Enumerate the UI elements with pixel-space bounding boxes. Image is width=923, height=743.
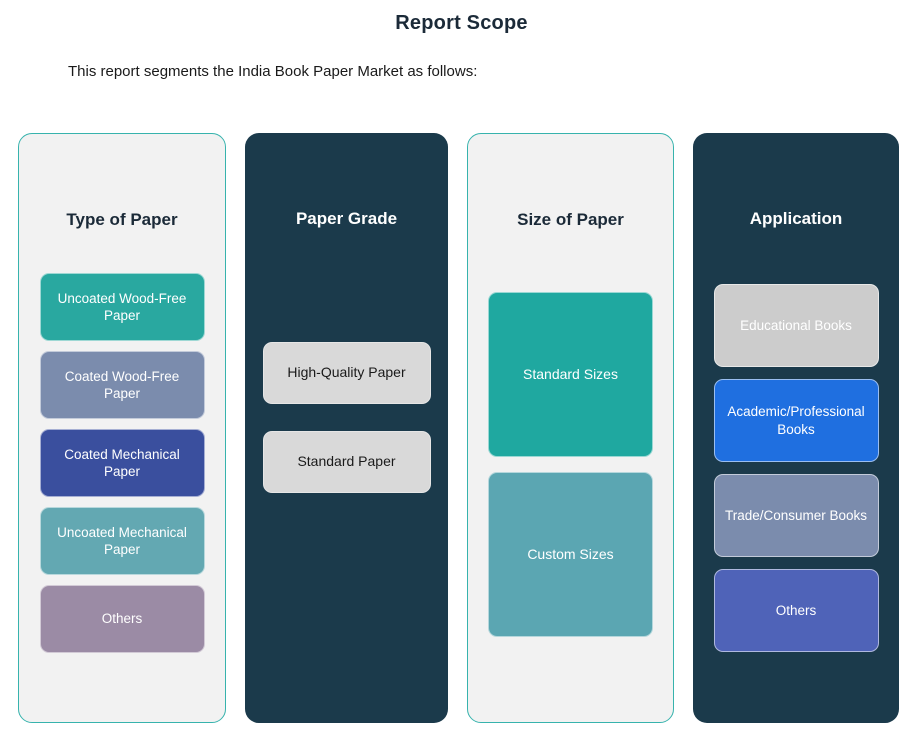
- segment-column-paper-grade: [245, 133, 448, 723]
- segment-chip[interactable]: Educational Books: [714, 284, 879, 367]
- segment-column-application: [693, 133, 899, 723]
- segment-chip[interactable]: Trade/Consumer Books: [714, 474, 879, 557]
- segment-chip[interactable]: Custom Sizes: [488, 472, 653, 637]
- column-items: [245, 342, 448, 723]
- segment-chip[interactable]: Coated Wood-Free Paper: [40, 351, 205, 419]
- column-items: [468, 292, 673, 722]
- column-items: [693, 284, 899, 723]
- segment-chip[interactable]: High-Quality Paper: [263, 342, 431, 404]
- segment-chip[interactable]: Others: [40, 585, 205, 653]
- segment-chip[interactable]: Uncoated Wood-Free Paper: [40, 273, 205, 341]
- page-title: Report Scope: [395, 12, 528, 34]
- segment-column-size-of-paper: [467, 133, 674, 723]
- segment-chip[interactable]: Coated Mechanical Paper: [40, 429, 205, 497]
- column-heading: Type of Paper: [66, 210, 178, 229]
- column-heading: Application: [749, 209, 843, 228]
- segment-chip[interactable]: Standard Paper: [263, 431, 431, 493]
- column-items: [19, 273, 225, 722]
- segmentation-columns: [18, 133, 905, 723]
- subtitle-text: This report segments the India Book Paper Market as follows:: [68, 63, 478, 80]
- column-heading: Size of Paper: [517, 210, 624, 229]
- segment-chip[interactable]: Others: [714, 569, 879, 652]
- segment-chip[interactable]: Uncoated Mechanical Paper: [40, 507, 205, 575]
- segment-chip[interactable]: Academic/Professional Books: [714, 379, 879, 462]
- segment-chip[interactable]: Standard Sizes: [488, 292, 653, 457]
- segment-column-type-of-paper: [18, 133, 226, 723]
- column-heading: Paper Grade: [295, 209, 398, 228]
